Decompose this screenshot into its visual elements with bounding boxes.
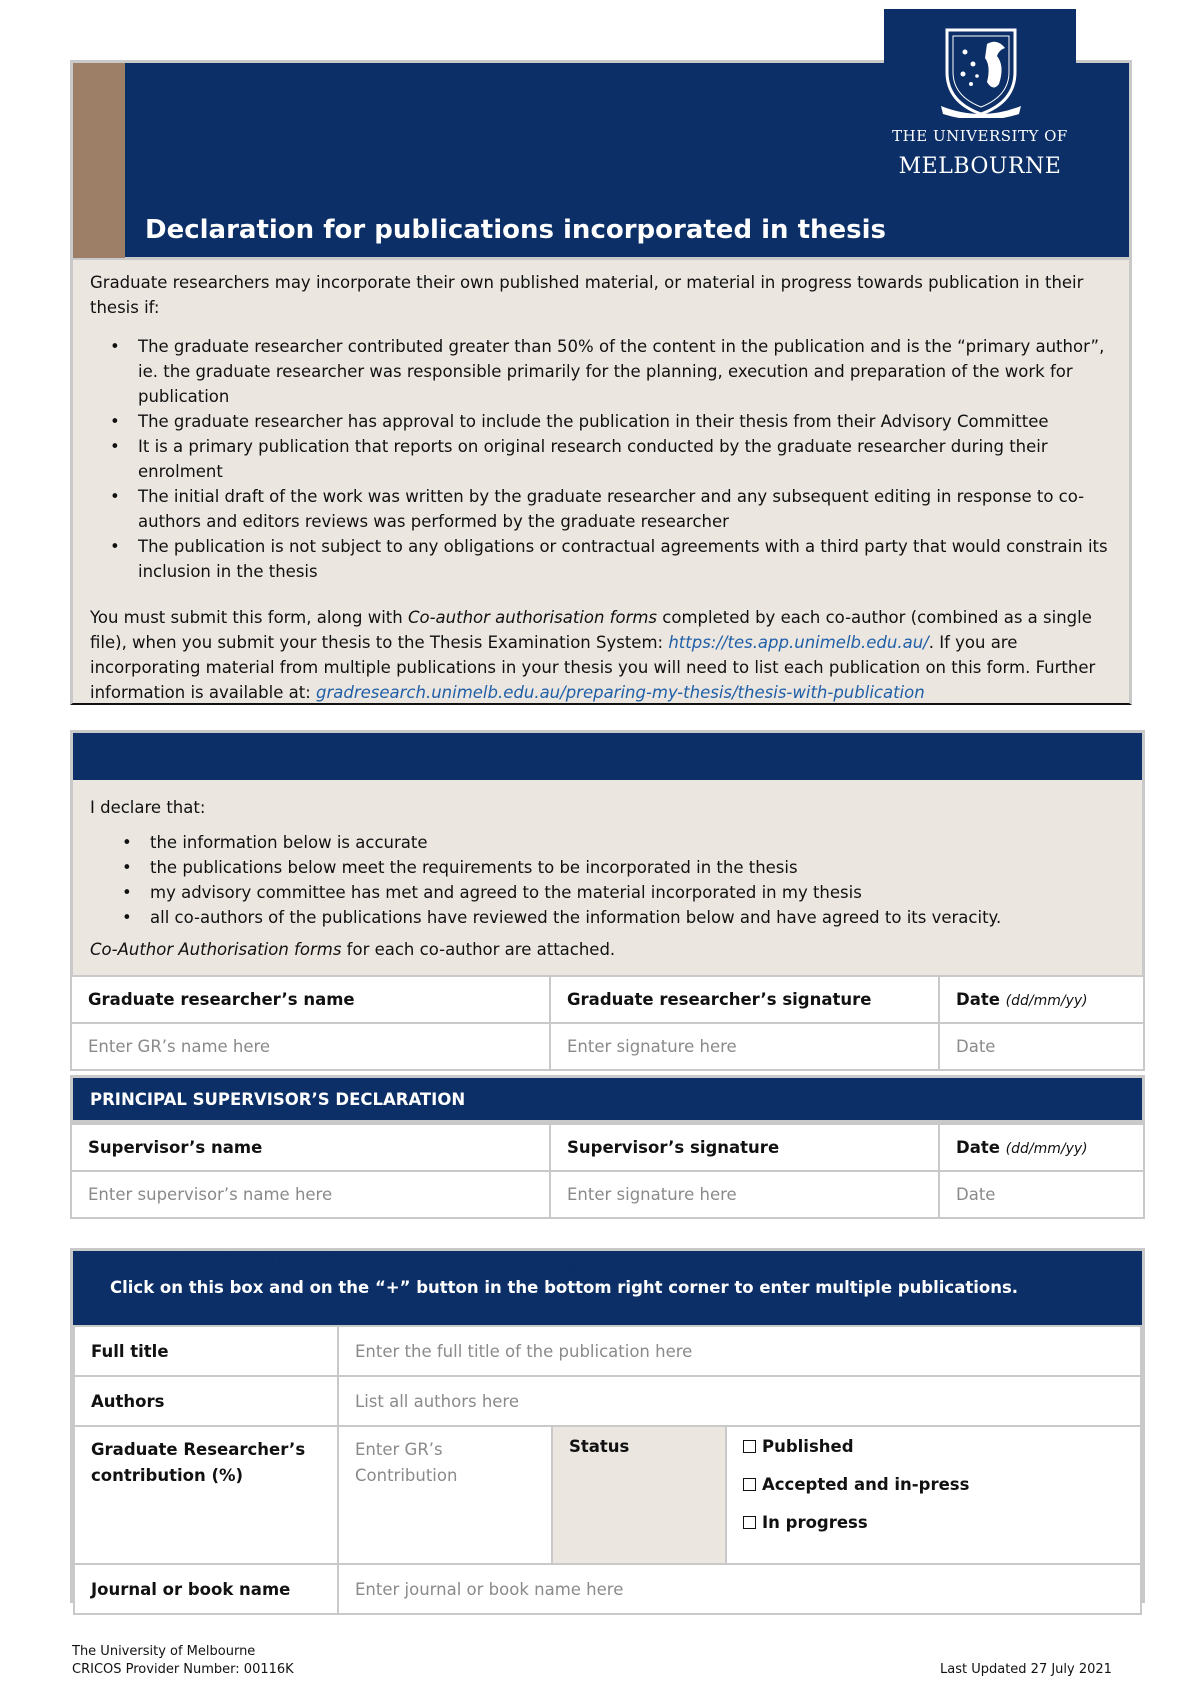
status-option-in-progress[interactable]: In progress [743,1503,1124,1541]
document-title: Declaration for publications incorporated in thesis [145,215,887,245]
declaration-list [102,830,1062,930]
gr-date-field[interactable]: Date [939,1023,1144,1070]
checkbox-icon [743,1516,756,1529]
section-b-instruction: Click on this box and on the “+” button in the bottom right corner to enter multiple publications. [110,1278,1019,1297]
footer-last-updated: Last Updated 27 July 2021 [940,1662,1112,1677]
graduate-researcher-table [70,975,1145,1071]
list-item: • The graduate researcher has approval to include the publication in their thesis from their Advisory Committee [110,412,1049,431]
header-accent-stripe [73,63,125,258]
authors-label: Authors [74,1376,338,1426]
gr-name-field[interactable]: Enter GR’s name here [71,1023,550,1070]
supervisor-name-label: Supervisor’s name [71,1124,550,1171]
list-item: • The graduate researcher contributed greater than 50% of the content in the publication and is the “primary author”, ie. the graduate researcher was responsible primarily for the planning, execution and preparation of the work for publication [110,337,1105,406]
contribution-field[interactable]: Enter GR’s Contribution [338,1426,552,1564]
checkbox-icon [743,1440,756,1453]
intro-paragraph: Graduate researchers may incorporate their own published material, or material in progress towards publication in their thesis if: [90,273,1084,317]
gr-signature-label: Graduate researcher’s signature [550,976,939,1023]
list-item: • all co-authors of the publications have reviewed the information below and have agreed to its veracity. [122,908,1002,927]
submission-paragraph: You must submit this form, along with Co-author authorisation forms completed by each co-author (combined as a single file), when you submit your thesis to the Thesis Examination System: https://tes.app.unimelb.edu.au/. If you are incorporating material from multiple publications in your thesis you will need to list each publication on this form. Further information is available at: gradresearch.unimelb.edu.au/preparing-my-thesis/thesis-with-publication [90,608,1096,702]
authors-field[interactable]: List all authors here [338,1376,1141,1426]
status-option-accepted[interactable]: Accepted and in-press [743,1465,1124,1503]
checkbox-icon [743,1478,756,1491]
gr-name-label: Graduate researcher’s name [71,976,550,1023]
logo-text-university-of: THE UNIVERSITY OF [892,127,1068,145]
status-options [726,1426,1141,1564]
list-item: • the publications below meet the requirements to be incorporated in the thesis [122,858,798,877]
coauthor-forms-text: Co-author authorisation forms [407,608,658,627]
section-b-title: B. PUBLICATION DETAILS (to be completed by the graduate researcher) [90,1251,761,1272]
footer-cricos: CRICOS Provider Number: 00116K [72,1662,294,1677]
supervisor-signature-field[interactable]: Enter signature here [550,1171,939,1218]
list-item: • It is a primary publication that reports on original research conducted by the graduate researcher during their enrolment [110,437,1048,481]
coauthor-note: Co-Author Authorisation forms for each co-author are attached. [90,940,616,959]
journal-field[interactable]: Enter journal or book name here [338,1564,1141,1614]
section-a-title: A. GRADUATE RESEARCHER’S DECLARATION [90,735,527,756]
declare-label: I declare that: [90,798,206,817]
footer-university: The University of Melbourne [72,1644,256,1659]
logo-text-melbourne: MELBOURNE [898,154,1062,179]
supervisor-table [70,1123,1145,1219]
journal-label: Journal or book name [74,1564,338,1614]
list-item: • the information below is accurate [122,833,428,852]
status-label: Status [552,1426,726,1564]
publication-table [73,1325,1142,1615]
supervisor-date-label: Date (dd/mm/yy) [939,1124,1144,1171]
tes-link[interactable]: https://tes.app.unimelb.edu.au/ [668,633,929,652]
gr-signature-field[interactable]: Enter signature here [550,1023,939,1070]
supervisor-title: PRINCIPAL SUPERVISOR’S DECLARATION [90,1090,466,1109]
requirements-list [90,334,1115,584]
full-title-field[interactable]: Enter the full title of the publication here [338,1326,1141,1376]
list-item: • my advisory committee has met and agreed to the material incorporated in my thesis [122,883,862,902]
list-item: • The initial draft of the work was written by the graduate researcher and any subsequent editing in response to co-authors and editors reviews was performed by the graduate researcher [110,487,1085,531]
supervisor-name-field[interactable]: Enter supervisor’s name here [71,1171,550,1218]
supervisor-signature-label: Supervisor’s signature [550,1124,939,1171]
gr-date-label: Date (dd/mm/yy) [939,976,1144,1023]
status-option-published[interactable]: Published [743,1427,1124,1465]
full-title-label: Full title [74,1326,338,1376]
supervisor-date-field[interactable]: Date [939,1171,1144,1218]
contribution-label: Graduate Researcher’s contribution (%) [74,1426,338,1564]
info-link[interactable]: gradresearch.unimelb.edu.au/preparing-my-thesis/thesis-with-publication [316,683,925,702]
list-item: • The publication is not subject to any obligations or contractual agreements with a third party that would constrain its inclusion in the thesis [110,537,1108,581]
university-crest-icon [939,22,1023,118]
